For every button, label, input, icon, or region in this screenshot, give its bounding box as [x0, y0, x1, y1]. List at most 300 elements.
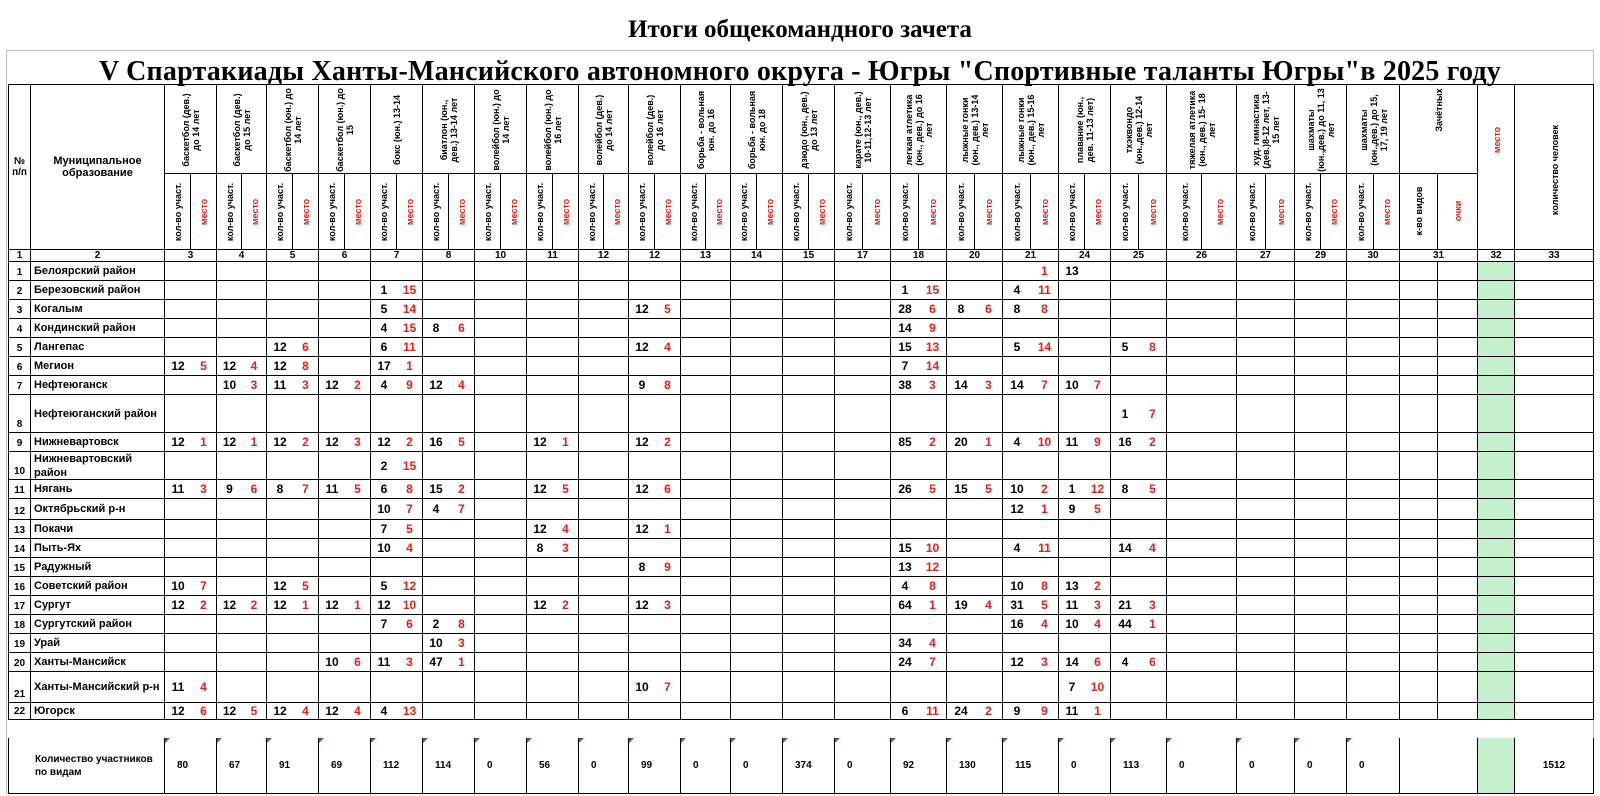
place-cell	[919, 520, 947, 539]
place-cell: 8	[449, 615, 475, 634]
place-cell: 7	[1031, 376, 1059, 395]
participants-cell	[731, 539, 757, 558]
participants-cell	[731, 499, 757, 520]
participants-cell	[579, 520, 604, 539]
place-cell	[553, 653, 579, 672]
place-cell	[1374, 520, 1400, 539]
place-cell	[553, 395, 579, 433]
participants-cell	[579, 653, 604, 672]
participants-cell	[947, 577, 975, 596]
participants-cell	[267, 634, 293, 653]
place-cell: 14	[919, 357, 947, 376]
comment-marker-icon	[423, 738, 428, 743]
participants-cell	[681, 395, 706, 433]
points-subheader	[1438, 174, 1478, 250]
place-cell	[449, 703, 475, 720]
participants-cell	[1111, 357, 1139, 376]
participants-cell: 5	[371, 300, 397, 319]
place-cell	[1031, 452, 1059, 480]
participants-cell	[267, 452, 293, 480]
place-cell	[655, 577, 681, 596]
total-value: 0	[487, 760, 493, 771]
participants-cell	[783, 376, 809, 395]
total-cell	[1059, 738, 1111, 794]
participants-cell	[165, 558, 191, 577]
participants-subheader	[891, 174, 919, 250]
place-cell	[242, 319, 267, 338]
place-cell	[345, 499, 371, 520]
people-count-cell	[1515, 480, 1594, 499]
place-cell	[1085, 262, 1111, 281]
place-cell	[501, 577, 527, 596]
overall-place-cell	[1478, 577, 1515, 596]
place-cell	[345, 520, 371, 539]
participants-cell: 12	[527, 480, 553, 499]
participants-cell: 16	[1003, 615, 1031, 634]
participants-cell	[319, 615, 345, 634]
participants-label: кол-во участ.	[379, 182, 389, 242]
row-number: 17	[8, 596, 31, 615]
total-cell	[371, 738, 423, 794]
participants-cell: 11	[1059, 703, 1085, 720]
place-cell	[501, 357, 527, 376]
participants-cell	[1347, 615, 1374, 634]
place-cell	[345, 577, 371, 596]
place-cell	[449, 452, 475, 480]
participants-subheader	[1295, 174, 1321, 250]
participants-cell	[783, 520, 809, 539]
participants-cell	[1237, 395, 1266, 433]
place-label: место	[1148, 198, 1158, 226]
comment-marker-icon	[1167, 738, 1172, 743]
column-number: 27	[1237, 250, 1295, 262]
participants-subheader	[579, 174, 604, 250]
participants-cell	[319, 395, 345, 433]
participants-cell	[371, 558, 397, 577]
place-cell	[345, 558, 371, 577]
place-cell	[1085, 281, 1111, 300]
place-cell	[604, 433, 629, 452]
place-cell	[501, 452, 527, 480]
points-cell	[1438, 376, 1478, 395]
participants-cell	[947, 319, 975, 338]
participants-cell: 12	[165, 703, 191, 720]
participants-cell: 19	[947, 596, 975, 615]
participants-cell: 2	[371, 452, 397, 480]
place-cell: 14	[1031, 338, 1059, 357]
place-cell	[975, 615, 1003, 634]
place-cell	[1374, 703, 1400, 720]
overall-place-cell	[1478, 480, 1515, 499]
place-cell	[1266, 634, 1295, 653]
municipality-name: Нефтеюганский район	[31, 395, 165, 433]
place-cell	[242, 499, 267, 520]
place-cell	[449, 262, 475, 281]
place-cell	[293, 499, 319, 520]
place-cell	[706, 634, 731, 653]
participants-cell	[1237, 300, 1266, 319]
place-cell	[809, 281, 835, 300]
place-cell	[975, 672, 1003, 703]
overall-place-cell	[1478, 558, 1515, 577]
place-cell	[242, 558, 267, 577]
participants-cell	[1347, 281, 1374, 300]
participants-cell	[731, 520, 757, 539]
participants-cell	[217, 577, 242, 596]
place-cell: 2	[553, 596, 579, 615]
participants-cell	[319, 577, 345, 596]
participants-cell	[681, 558, 706, 577]
participants-cell: 10	[371, 539, 397, 558]
participants-cell	[1347, 672, 1374, 703]
participants-cell	[1167, 499, 1202, 520]
participants-cell	[835, 672, 863, 703]
place-cell	[809, 577, 835, 596]
overall-place-cell	[1478, 452, 1515, 480]
row-number: 11	[8, 480, 31, 499]
participants-cell	[1003, 395, 1031, 433]
participants-cell: 5	[371, 577, 397, 596]
participants-label: кол-во участ.	[275, 182, 285, 242]
place-cell	[191, 300, 217, 319]
points-cell	[1438, 262, 1478, 281]
participants-cell: 14	[891, 319, 919, 338]
participants-cell	[783, 319, 809, 338]
participants-cell	[629, 319, 655, 338]
place-cell	[757, 672, 783, 703]
place-label: место	[199, 198, 209, 226]
place-cell	[757, 653, 783, 672]
participants-cell	[681, 452, 706, 480]
place-cell	[975, 539, 1003, 558]
row-number: 8	[8, 395, 31, 433]
place-cell	[1321, 499, 1347, 520]
participants-cell	[319, 539, 345, 558]
sport-name: бокс (юн.) 13-14	[392, 94, 402, 166]
participants-cell	[835, 319, 863, 338]
participants-cell	[1347, 539, 1374, 558]
place-cell	[397, 558, 423, 577]
place-cell: 5	[655, 300, 681, 319]
municipality-name: Когалым	[31, 300, 165, 319]
place-cell	[1266, 577, 1295, 596]
participants-cell	[267, 558, 293, 577]
place-cell: 2	[293, 433, 319, 452]
column-number: 33	[1515, 250, 1594, 262]
place-cell: 8	[655, 376, 681, 395]
participants-cell: 64	[891, 596, 919, 615]
place-cell	[553, 558, 579, 577]
overall-place-cell	[1478, 433, 1515, 452]
place-cell: 3	[919, 376, 947, 395]
place-cell	[1139, 577, 1167, 596]
sport-header-12	[731, 84, 783, 174]
participants-cell	[835, 433, 863, 452]
sport-header-5	[371, 84, 423, 174]
place-cell: 7	[449, 499, 475, 520]
participants-cell	[423, 672, 449, 703]
kinds-cell	[1400, 480, 1438, 499]
place-cell	[706, 376, 731, 395]
place-subheader	[863, 174, 891, 250]
participants-label: кол-во участ.	[1246, 182, 1257, 242]
place-cell	[1266, 499, 1295, 520]
total-cell	[267, 738, 319, 794]
participants-cell	[319, 281, 345, 300]
place-cell: 11	[919, 703, 947, 720]
place-cell	[975, 338, 1003, 357]
participants-cell	[1347, 319, 1374, 338]
place-cell	[1085, 319, 1111, 338]
place-cell	[553, 319, 579, 338]
place-cell	[501, 262, 527, 281]
people-count-cell	[1515, 634, 1594, 653]
participants-cell	[835, 452, 863, 480]
participants-cell: 11	[267, 376, 293, 395]
participants-cell	[681, 357, 706, 376]
participants-cell: 8	[629, 558, 655, 577]
place-cell	[553, 703, 579, 720]
participants-cell	[1059, 300, 1085, 319]
participants-cell	[835, 499, 863, 520]
overall-place-cell	[1478, 634, 1515, 653]
row-number: 12	[8, 499, 31, 520]
place-cell	[501, 520, 527, 539]
participants-cell: 4	[891, 577, 919, 596]
participants-cell	[681, 480, 706, 499]
column-number: 26	[1167, 250, 1237, 262]
row-number: 15	[8, 558, 31, 577]
participants-cell	[371, 634, 397, 653]
participants-cell	[947, 357, 975, 376]
participants-cell	[891, 615, 919, 634]
place-cell	[757, 395, 783, 433]
place-cell	[449, 539, 475, 558]
municipality-name: Советский район	[31, 577, 165, 596]
people-count-cell	[1515, 558, 1594, 577]
participants-cell: 12	[267, 357, 293, 376]
sport-header-7	[475, 84, 527, 174]
place-cell	[553, 281, 579, 300]
people-count-cell	[1515, 596, 1594, 615]
participants-cell: 15	[947, 480, 975, 499]
sport-header-3	[267, 84, 319, 174]
participants-cell: 4	[1003, 539, 1031, 558]
participants-cell: 12	[165, 357, 191, 376]
participants-cell	[1295, 703, 1321, 720]
participants-cell	[527, 615, 553, 634]
points-cell	[1438, 300, 1478, 319]
place-cell	[1266, 281, 1295, 300]
participants-cell	[681, 520, 706, 539]
participants-cell: 1	[371, 281, 397, 300]
participants-cell: 8	[1111, 480, 1139, 499]
place-label: место	[1040, 198, 1050, 226]
place-cell	[604, 480, 629, 499]
participants-cell	[947, 262, 975, 281]
place-cell	[242, 577, 267, 596]
row-number: 2	[8, 281, 31, 300]
participants-cell	[1347, 433, 1374, 452]
sport-name: борьба - вольная юн. до 18	[747, 90, 767, 170]
place-cell: 8	[293, 357, 319, 376]
place-cell: 8	[1139, 338, 1167, 357]
place-cell: 4	[191, 672, 217, 703]
overall-place-header	[1478, 84, 1515, 250]
place-cell	[1321, 577, 1347, 596]
participants-cell	[731, 653, 757, 672]
participants-cell	[1347, 338, 1374, 357]
participants-cell	[475, 433, 501, 452]
comment-marker-icon	[1059, 738, 1064, 743]
participants-cell	[475, 703, 501, 720]
place-cell	[706, 596, 731, 615]
points-cell	[1438, 577, 1478, 596]
participants-cell	[891, 520, 919, 539]
place-cell	[345, 539, 371, 558]
participants-cell	[681, 596, 706, 615]
participants-cell	[731, 634, 757, 653]
place-cell	[757, 539, 783, 558]
participants-cell: 34	[891, 634, 919, 653]
participants-cell	[731, 300, 757, 319]
participants-cell	[579, 319, 604, 338]
participants-cell	[423, 539, 449, 558]
participants-cell	[423, 281, 449, 300]
place-cell	[1202, 480, 1237, 499]
kinds-cell	[1400, 338, 1438, 357]
column-number: 21	[1003, 250, 1059, 262]
participants-cell	[165, 499, 191, 520]
participants-cell	[267, 395, 293, 433]
place-cell	[1266, 672, 1295, 703]
place-cell: 1	[191, 433, 217, 452]
participants-cell	[1059, 395, 1085, 433]
participants-label: кол-во участ.	[956, 182, 966, 242]
place-cell	[1374, 615, 1400, 634]
place-cell	[1139, 281, 1167, 300]
place-cell: 5	[345, 480, 371, 499]
column-number: 12	[629, 250, 681, 262]
place-cell	[604, 539, 629, 558]
participants-cell	[165, 395, 191, 433]
participants-cell	[475, 262, 501, 281]
participants-cell	[579, 703, 604, 720]
place-cell	[757, 520, 783, 539]
place-cell	[809, 319, 835, 338]
participants-cell	[423, 596, 449, 615]
place-cell: 2	[345, 376, 371, 395]
place-cell	[397, 634, 423, 653]
place-subheader	[1321, 174, 1347, 250]
participants-cell	[731, 281, 757, 300]
place-cell	[1085, 558, 1111, 577]
place-cell	[1202, 539, 1237, 558]
place-subheader	[1374, 174, 1400, 250]
participants-cell	[783, 499, 809, 520]
place-cell	[191, 452, 217, 480]
participants-cell	[267, 539, 293, 558]
place-cell	[1374, 338, 1400, 357]
participants-cell	[1237, 653, 1266, 672]
participants-cell: 10	[319, 653, 345, 672]
place-cell	[863, 480, 891, 499]
people-count-cell	[1515, 520, 1594, 539]
place-cell	[1202, 596, 1237, 615]
place-cell	[757, 703, 783, 720]
participants-label: кол-во участ.	[1179, 182, 1190, 242]
municipality-name: Урай	[31, 634, 165, 653]
place-cell: 13	[397, 703, 423, 720]
place-cell	[655, 499, 681, 520]
place-label: место	[817, 198, 827, 226]
participants-cell	[165, 653, 191, 672]
place-cell: 6	[449, 319, 475, 338]
place-cell: 7	[191, 577, 217, 596]
place-cell: 9	[655, 558, 681, 577]
participants-cell: 13	[1059, 577, 1085, 596]
overall-place-cell	[1478, 262, 1515, 281]
row-number: 21	[8, 672, 31, 703]
participants-cell	[217, 520, 242, 539]
place-cell	[809, 539, 835, 558]
place-label: место	[249, 198, 260, 226]
total-value: 0	[1249, 760, 1255, 771]
participants-cell	[579, 452, 604, 480]
participants-label: кол-во участ.	[1120, 182, 1130, 242]
overall-place-cell	[1478, 703, 1515, 720]
participants-cell	[579, 672, 604, 703]
participants-cell: 7	[1059, 672, 1085, 703]
kinds-label: к-во видов	[1414, 186, 1424, 236]
num-header: № п/п	[8, 84, 31, 250]
place-cell	[604, 300, 629, 319]
participants-subheader	[1347, 174, 1374, 250]
place-cell: 10	[919, 539, 947, 558]
participants-cell: 16	[423, 433, 449, 452]
place-cell	[757, 452, 783, 480]
participants-cell	[947, 395, 975, 433]
place-cell: 1	[345, 596, 371, 615]
participants-cell	[1295, 452, 1321, 480]
place-cell: 3	[191, 480, 217, 499]
place-cell	[449, 281, 475, 300]
points-cell	[1438, 520, 1478, 539]
points-cell	[1438, 596, 1478, 615]
municipality-name: Нефтеюганск	[31, 376, 165, 395]
place-cell	[604, 703, 629, 720]
sport-name: плавание (юн., дев. 11-13 лет)	[1075, 96, 1095, 164]
place-cell	[809, 520, 835, 539]
report-title: Итоги общекомандного зачета	[628, 16, 972, 43]
place-cell	[501, 539, 527, 558]
participants-cell: 15	[891, 338, 919, 357]
place-cell	[809, 395, 835, 433]
place-cell: 5	[449, 433, 475, 452]
total-value: 0	[1071, 760, 1077, 771]
comment-marker-icon	[527, 738, 532, 743]
participants-cell	[629, 577, 655, 596]
participants-cell	[1167, 357, 1202, 376]
place-cell	[1374, 672, 1400, 703]
participants-cell	[731, 480, 757, 499]
participants-cell	[1237, 672, 1266, 703]
place-cell	[1202, 433, 1237, 452]
total-cell	[783, 738, 835, 794]
place-cell	[706, 357, 731, 376]
place-subheader	[975, 174, 1003, 250]
place-cell	[757, 433, 783, 452]
